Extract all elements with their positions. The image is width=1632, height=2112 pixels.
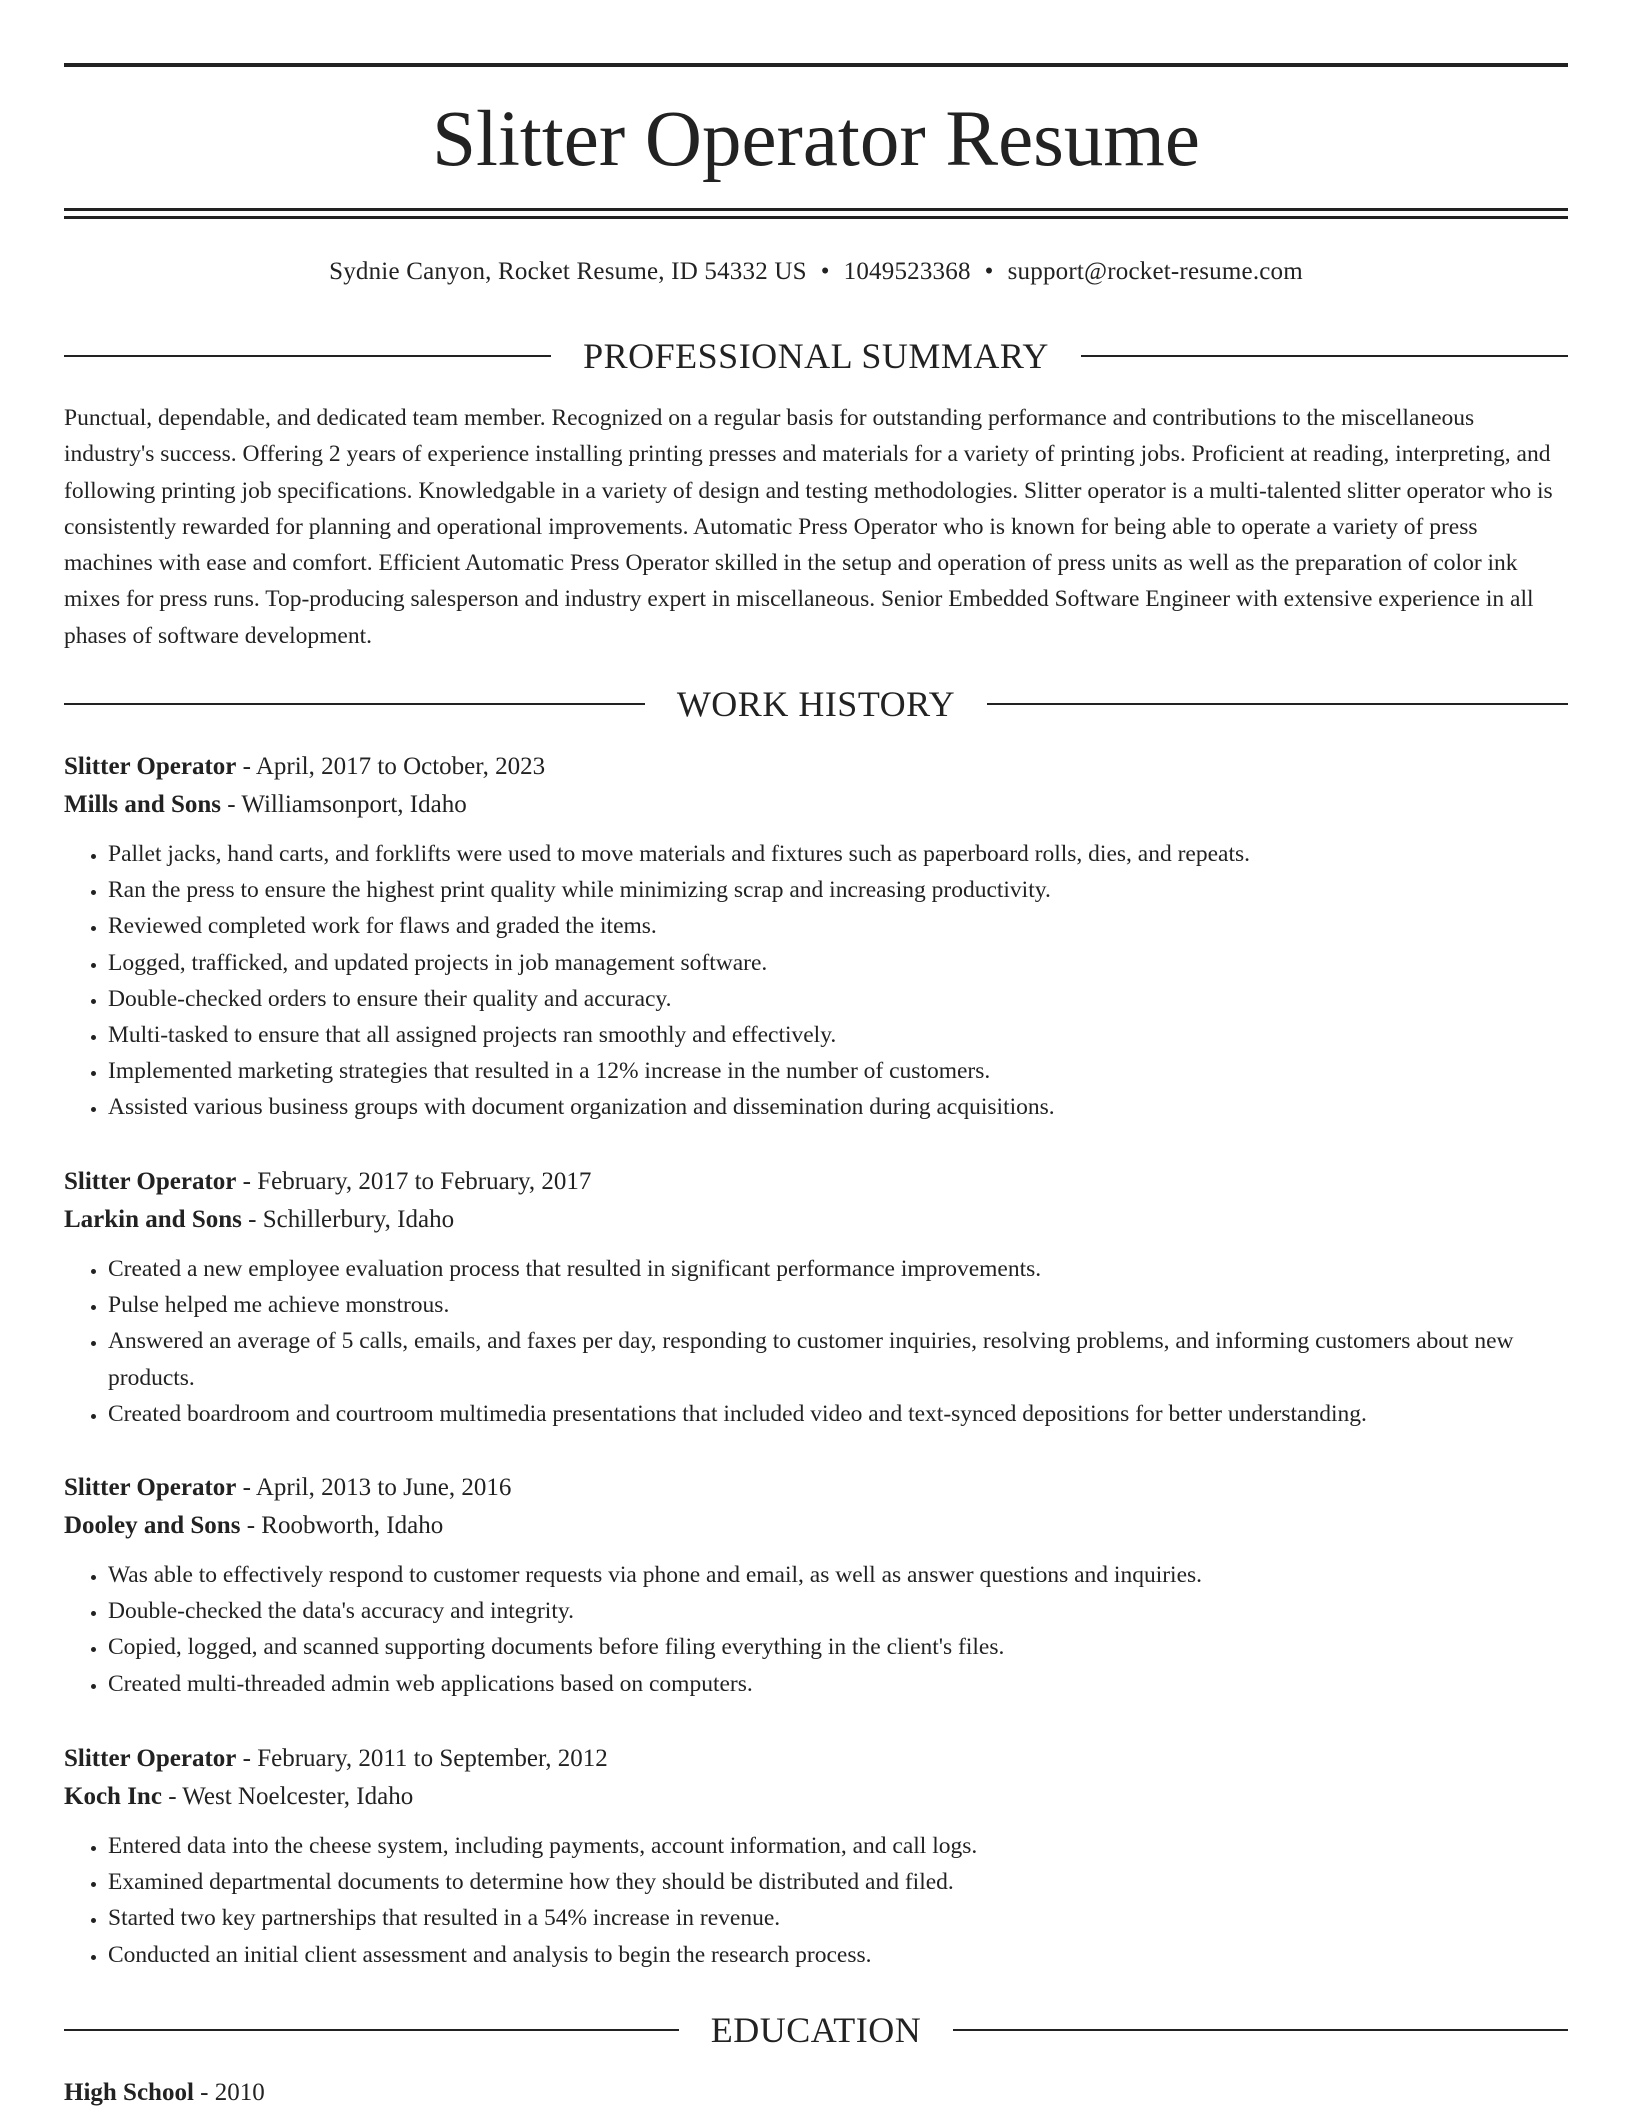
job-location: - West Noelcester, Idaho (161, 1783, 414, 1810)
list-item: • Double-checked the data's accuracy and integrity. (108, 1593, 1568, 1629)
top-rule (64, 63, 1568, 67)
list-item: • Created a new employee evaluation process that resulted in significant performance improvements. (108, 1251, 1568, 1287)
contact-address: Sydnie Canyon, Rocket Resume, ID 54332 US (329, 258, 807, 285)
job-company-line (64, 1201, 1568, 1239)
job-bullets (64, 836, 1568, 1126)
job-company: Koch Inc (64, 1783, 162, 1810)
section-title: EDUCATION (710, 2010, 922, 2050)
contact-line (64, 255, 1568, 289)
list-item: • Multi-tasked to ensure that all assigned projects ran smoothly and effectively. (108, 1017, 1568, 1053)
section-header-summary (64, 336, 1568, 376)
job-location: - Schillerbury, Idaho (241, 1206, 455, 1233)
list-item: • Examined departmental documents to determine how they should be distributed and filed. (108, 1864, 1568, 1900)
education-degree: High School (64, 2079, 194, 2106)
list-item: • Reviewed completed work for flaws and graded the items. (108, 908, 1568, 944)
job-dates: - February, 2011 to September, 2012 (236, 1745, 608, 1772)
list-item: • Double-checked orders to ensure their quality and accuracy. (108, 981, 1568, 1017)
job-company: Larkin and Sons (64, 1206, 242, 1233)
job-title-line (64, 1163, 1568, 1201)
section-rule (987, 703, 1568, 705)
list-item: • Copied, logged, and scanned supporting documents before filing everything in the client's files. (108, 1629, 1568, 1665)
job-bullets (64, 1828, 1568, 1973)
list-item: • Created boardroom and courtroom multimedia presentations that included video and text-synced depositions for better understanding. (108, 1396, 1568, 1432)
job-location: - Roobworth, Idaho (240, 1512, 444, 1539)
section-rule (64, 355, 551, 357)
list-item: • Pulse helped me achieve monstrous. (108, 1287, 1568, 1323)
job-title-line (64, 1740, 1568, 1778)
job-dates: - February, 2017 to February, 2017 (236, 1168, 592, 1195)
section-rule (953, 2029, 1568, 2031)
section-title: PROFESSIONAL SUMMARY (583, 336, 1049, 376)
list-item: • Started two key partnerships that resulted in a 54% increase in revenue. (108, 1900, 1568, 1936)
job-company-line (64, 1778, 1568, 1816)
job-entry (64, 748, 1568, 1126)
section-rule (64, 703, 645, 705)
section-rule (64, 2029, 679, 2031)
section-header-work-history (64, 684, 1568, 724)
education-entry (64, 2074, 1568, 2112)
job-title-line (64, 1469, 1568, 1507)
job-company-line (64, 1507, 1568, 1545)
list-item: • Logged, trafficked, and updated projects in job management software. (108, 945, 1568, 981)
list-item: • Implemented marketing strategies that resulted in a 12% increase in the number of customers. (108, 1053, 1568, 1089)
contact-separator: • (820, 258, 830, 285)
summary-paragraph: Punctual, dependable, and dedicated team member. Recognized on a regular basis for outstanding performance and contributions to the miscellaneous industry's success. Offering 2 years of experience installing printing presses and materials for a variety of printing jobs. Proficient at reading, interpreting, and following printing job specifications. Knowledgable in a variety of design and testing methodologies. Slitter operator is a multi-talented slitter operator who is consistently rewarded for planning and operational improvements. Automatic Press Operator who is known for being able to operate a variety of press machines with ease and comfort. Efficient Automatic Press Operator skilled in the setup and operation of press units as well as the preparation of color ink mixes for press runs. Top-producing salesperson and industry expert in miscellaneous. Senior Embedded Software Engineer with extensive experience in all phases of software development. (64, 405, 1553, 649)
job-title: Slitter Operator (64, 1474, 237, 1501)
education-year: - 2010 (193, 2079, 265, 2106)
job-entry (64, 1163, 1568, 1432)
job-title: Slitter Operator (64, 1745, 237, 1772)
title-double-rule (64, 208, 1568, 219)
contact-phone: 1049523368 (843, 258, 971, 285)
list-item: • Answered an average of 5 calls, emails, and faxes per day, responding to customer inquiries, resolving problems, and informing customers about new products. (108, 1323, 1568, 1395)
list-item: • Ran the press to ensure the highest print quality while minimizing scrap and increasing productivity. (108, 872, 1568, 908)
job-company: Mills and Sons (64, 791, 222, 818)
contact-email: support@rocket-resume.com (1007, 258, 1303, 285)
job-title: Slitter Operator (64, 753, 237, 780)
list-item: • Assisted various business groups with document organization and dissemination during acquisitions. (108, 1089, 1568, 1125)
job-title-line (64, 748, 1568, 786)
list-item: • Conducted an initial client assessment and analysis to begin the research process. (108, 1937, 1568, 1973)
job-company: Dooley and Sons (64, 1512, 241, 1539)
list-item: • Was able to effectively respond to customer requests via phone and email, as well as answer questions and inquiries. (108, 1557, 1568, 1593)
contact-separator: • (984, 258, 994, 285)
job-entry (64, 1740, 1568, 1973)
job-bullets (64, 1251, 1568, 1432)
job-dates: - April, 2013 to June, 2016 (236, 1474, 512, 1501)
list-item: • Created multi-threaded admin web applications based on computers. (108, 1666, 1568, 1702)
job-entry (64, 1469, 1568, 1702)
job-company-line (64, 786, 1568, 824)
job-dates: - April, 2017 to October, 2023 (236, 753, 546, 780)
job-location: - Williamsonport, Idaho (221, 791, 467, 818)
list-item: • Entered data into the cheese system, including payments, account information, and call logs. (108, 1828, 1568, 1864)
section-title: WORK HISTORY (676, 684, 956, 724)
section-header-education (64, 2010, 1568, 2050)
page-title: Slitter Operator Resume (432, 96, 1200, 183)
job-title: Slitter Operator (64, 1168, 237, 1195)
list-item: • Pallet jacks, hand carts, and forklifts were used to move materials and fixtures such as paperboard rolls, dies, and repeats. (108, 836, 1568, 872)
section-rule (1081, 355, 1568, 357)
job-bullets (64, 1557, 1568, 1702)
